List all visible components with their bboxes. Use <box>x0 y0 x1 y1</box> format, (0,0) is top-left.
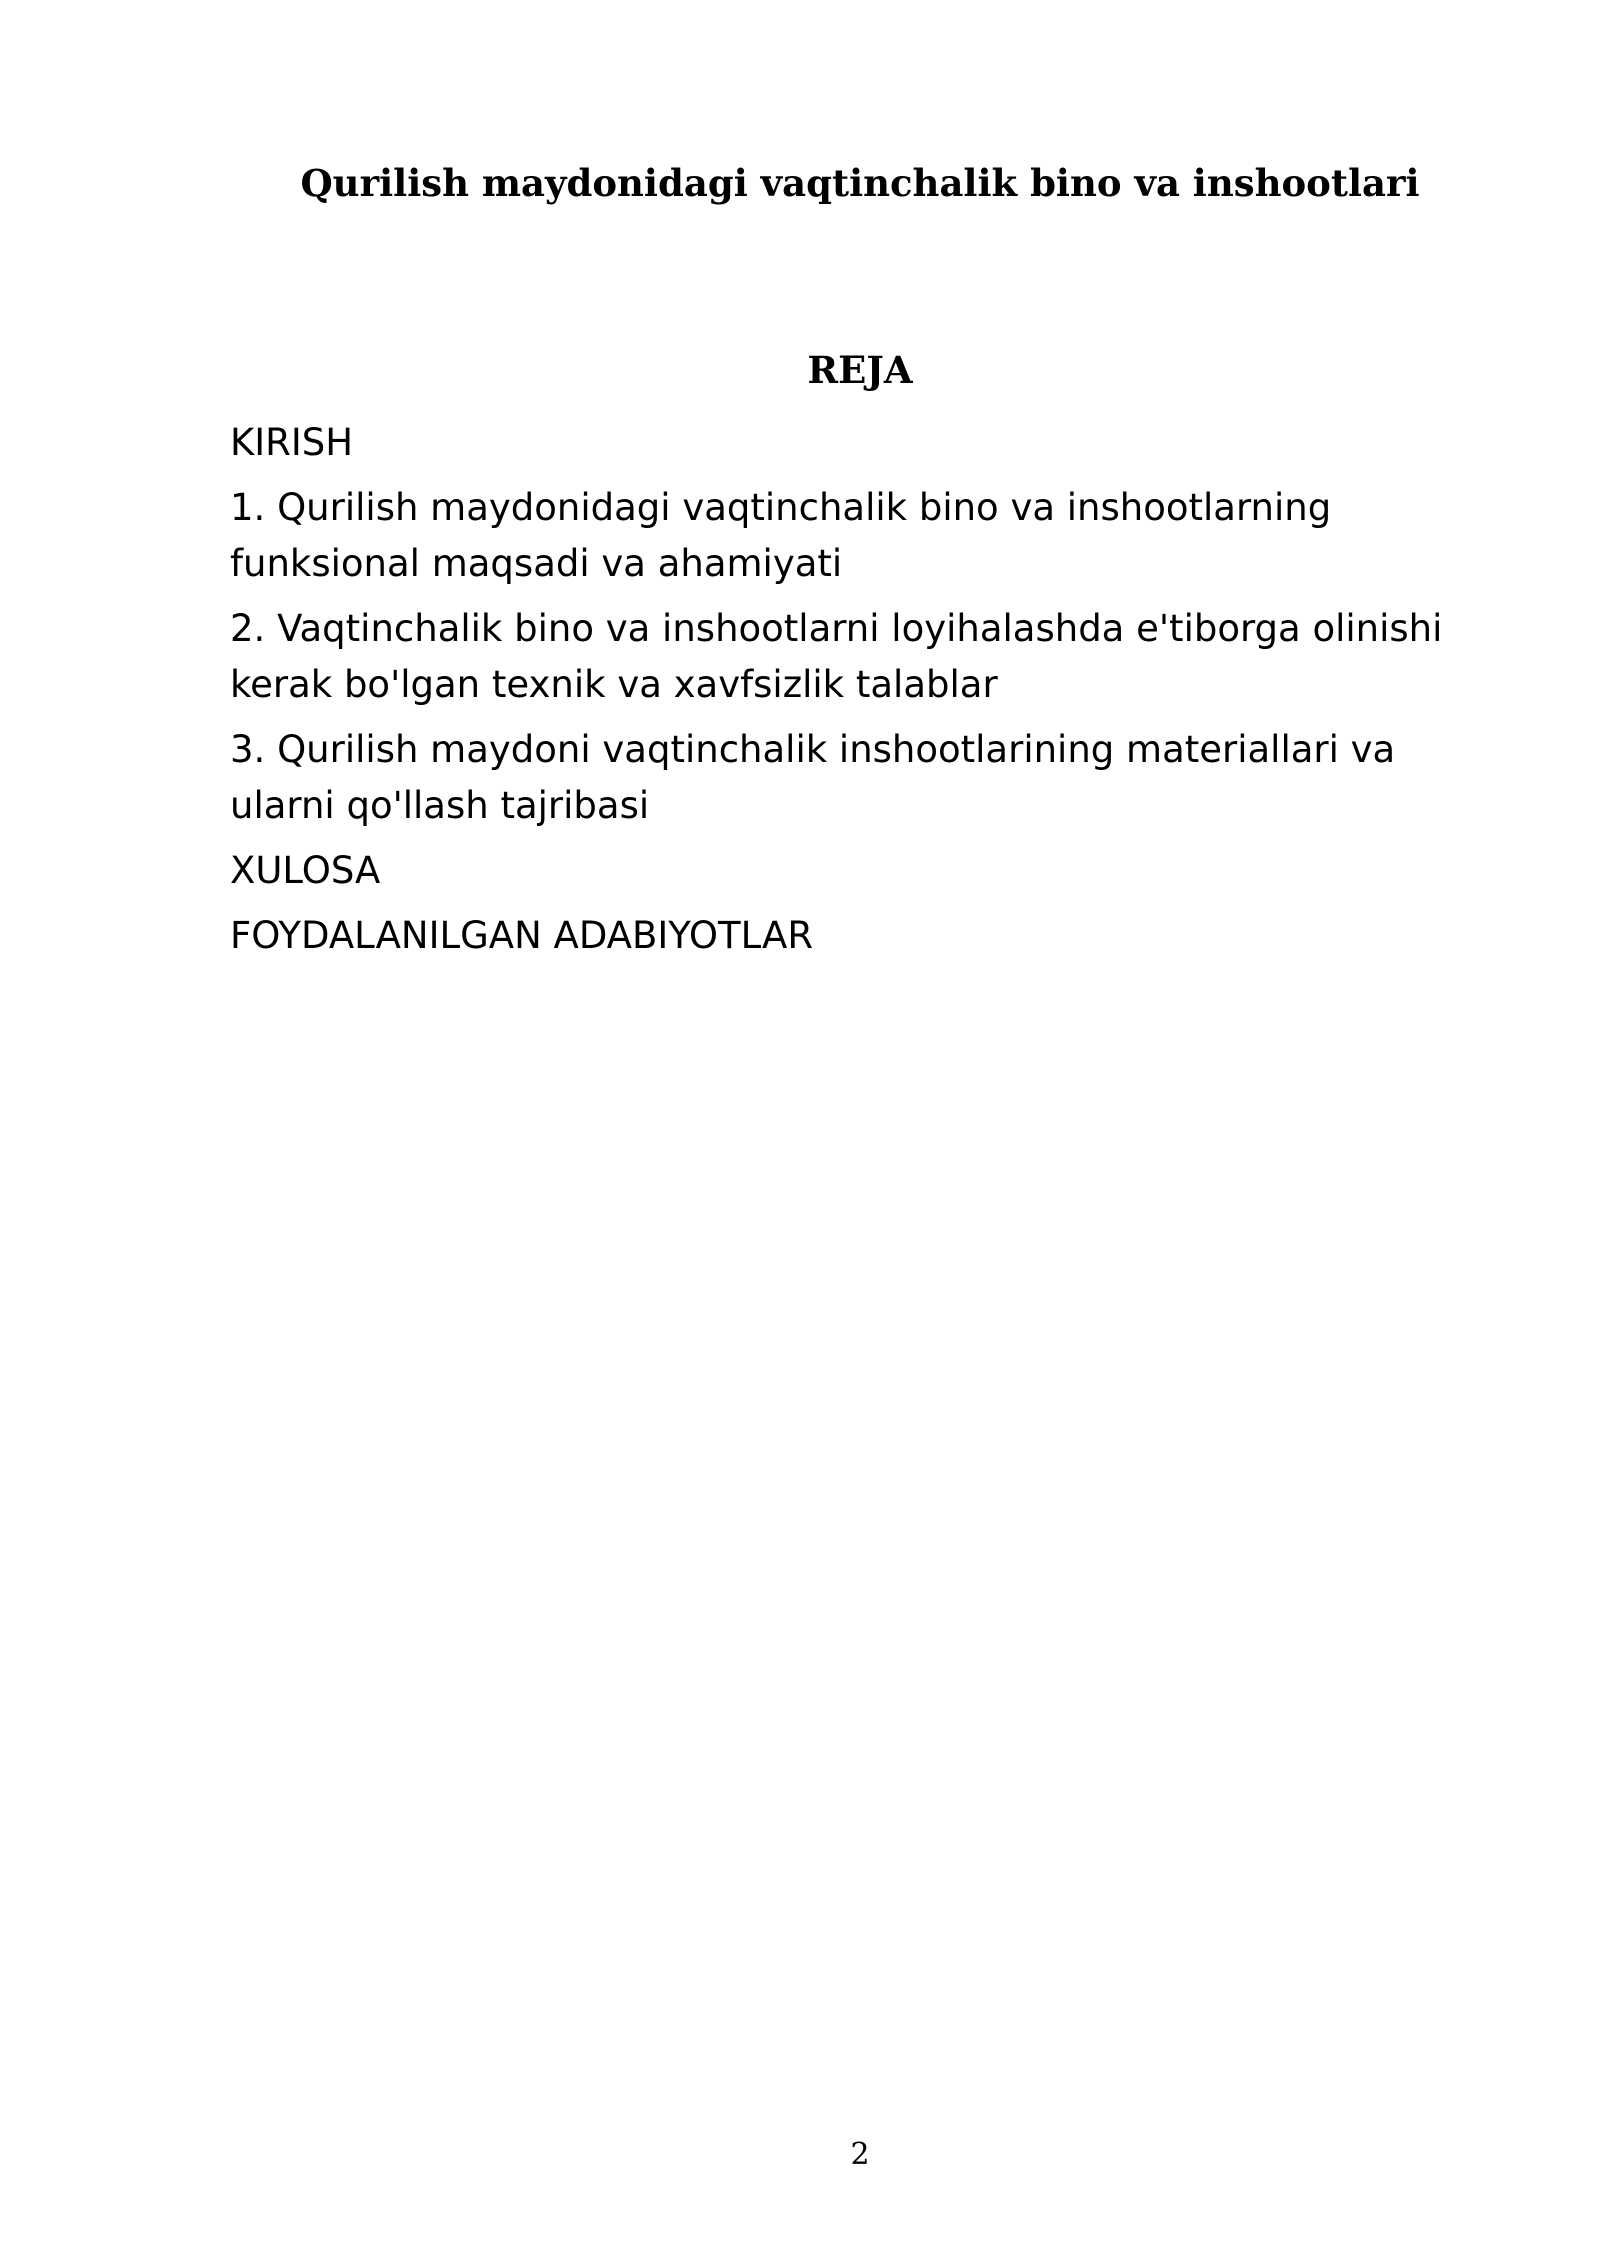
plan-item-2: 2. Vaqtinchalik bino va inshootlarni loyihalashda e'tiborga olinishi kerak bo'lgan texnik va xavfsizlik talablar <box>230 607 1443 706</box>
plan-item-introduction: KIRISH <box>230 421 354 464</box>
document-title: Qurilish maydonidagi vaqtinchalik bino va inshootlari <box>300 161 1420 205</box>
plan-item-3: 3. Qurilish maydoni vaqtinchalik inshootlarining materiallari va ularni qo'llash tajribasi <box>230 728 1396 827</box>
plan-heading: REJA <box>807 348 913 392</box>
plan-item-1: 1. Qurilish maydonidagi vaqtinchalik bino va inshootlarning funksional maqsadi va ahamiyati <box>230 486 1332 585</box>
plan-item-references: FOYDALANILGAN ADABIYOTLAR <box>230 914 814 957</box>
page-number: 2 <box>850 2137 870 2172</box>
plan-item-conclusion: XULOSA <box>230 849 381 892</box>
plan-list <box>230 415 1490 973</box>
